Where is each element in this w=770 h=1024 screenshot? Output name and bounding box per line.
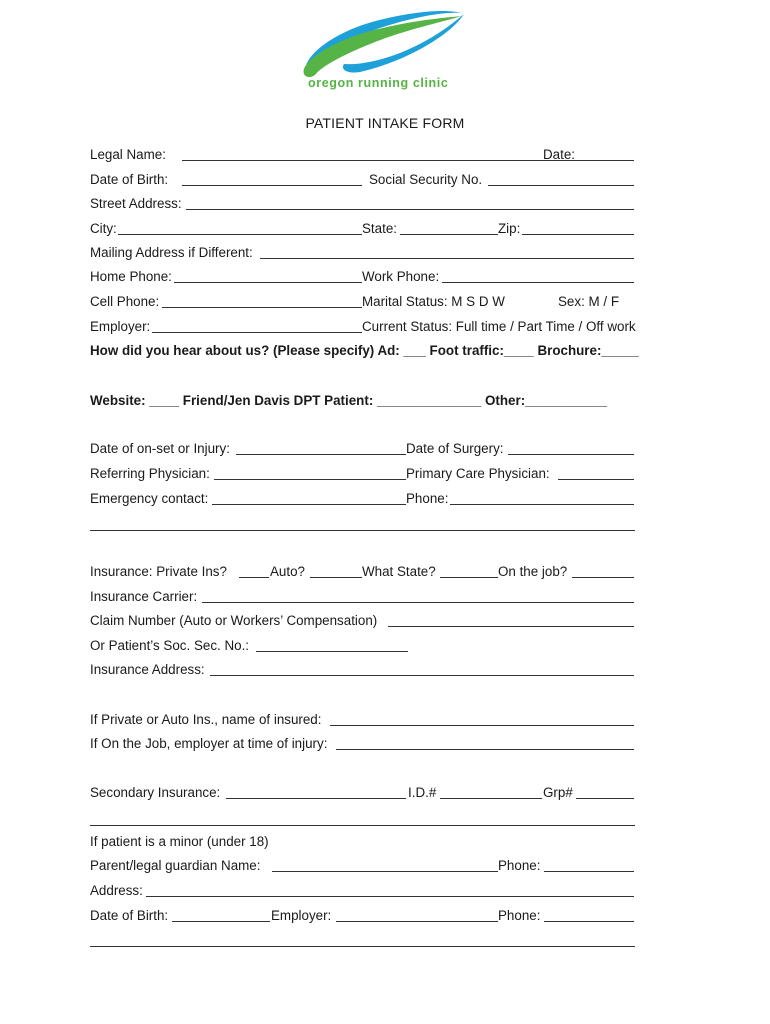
row-carrier <box>90 588 650 608</box>
row-hear-about <box>90 342 690 362</box>
guardian-phone-field[interactable] <box>544 871 634 872</box>
row-legal-name <box>90 146 650 166</box>
guardian-phone-label: Phone: <box>498 858 541 873</box>
minor-employer-label: Employer: <box>271 908 332 923</box>
row-minor-heading <box>90 833 650 853</box>
referring-field[interactable] <box>214 479 406 480</box>
minor-employer-field[interactable] <box>336 921 498 922</box>
row-city <box>90 220 650 240</box>
surgery-label: Date of Surgery: <box>406 441 504 456</box>
logo-text: oregon running clinic <box>308 76 449 90</box>
employer-injury-label: If On the Job, employer at time of injury: <box>90 736 328 751</box>
row-onset <box>90 440 650 460</box>
date-field[interactable] <box>578 160 634 161</box>
what-state-label: What State? <box>362 564 436 579</box>
form-title: PATIENT INTAKE FORM <box>305 115 465 131</box>
on-job-label: On the job? <box>498 564 568 579</box>
id-field[interactable] <box>440 798 542 799</box>
primary-label: Primary Care Physician: <box>406 466 550 481</box>
dob-field[interactable] <box>182 185 362 186</box>
auto-label: Auto? <box>270 564 305 579</box>
private-ins-label: Insurance: Private Ins? <box>90 564 227 579</box>
patient-ssn-label: Or Patient’s Soc. Sec. No.: <box>90 638 250 653</box>
street-label: Street Address: <box>90 196 182 211</box>
home-phone-label: Home Phone: <box>90 269 172 284</box>
street-field[interactable] <box>186 209 634 210</box>
insured-name-field[interactable] <box>330 725 634 726</box>
patient-ssn-field[interactable] <box>256 651 408 652</box>
row-cell <box>90 293 650 313</box>
carrier-label: Insurance Carrier: <box>90 589 198 604</box>
secondary-field[interactable] <box>226 798 406 799</box>
row-insurance-type <box>90 563 650 583</box>
secondary-label: Secondary Insurance: <box>90 785 221 800</box>
minor-address-field[interactable] <box>146 896 634 897</box>
marital-status[interactable]: Marital Status: M S D W <box>362 294 505 309</box>
legal-name-field[interactable] <box>182 160 588 161</box>
what-state-field[interactable] <box>440 577 498 578</box>
state-field[interactable] <box>400 234 498 235</box>
surgery-field[interactable] <box>508 454 634 455</box>
employer-field[interactable] <box>152 332 362 333</box>
logo-swoosh-icon <box>300 6 470 86</box>
zip-field[interactable] <box>522 234 634 235</box>
work-phone-label: Work Phone: <box>362 269 440 284</box>
claim-label: Claim Number (Auto or Workers’ Compensation) <box>90 613 378 628</box>
ssn-field[interactable] <box>488 185 634 186</box>
referring-label: Referring Physician: <box>90 466 210 481</box>
mailing-label: Mailing Address if Different: <box>90 245 253 260</box>
claim-field[interactable] <box>388 626 634 627</box>
cell-phone-field[interactable] <box>162 307 362 308</box>
row-minor-dob <box>90 907 650 927</box>
city-field[interactable] <box>118 234 362 235</box>
row-dob <box>90 171 650 191</box>
state-label: State: <box>362 221 397 236</box>
onset-field[interactable] <box>236 454 406 455</box>
row-street <box>90 195 650 215</box>
guardian-field[interactable] <box>272 871 498 872</box>
row-phones <box>90 268 650 288</box>
blank-line[interactable] <box>90 530 635 531</box>
row-website <box>90 392 690 412</box>
grp-field[interactable] <box>576 798 634 799</box>
carrier-field[interactable] <box>202 602 634 603</box>
row-emergency <box>90 490 650 510</box>
home-phone-field[interactable] <box>174 282 362 283</box>
ssn-label: Social Security No. <box>369 172 483 187</box>
ins-address-label: Insurance Address: <box>90 662 205 677</box>
emergency-field[interactable] <box>212 504 406 505</box>
row-insured-name <box>90 711 650 731</box>
city-label: City: <box>90 221 117 236</box>
grp-label: Grp# <box>543 785 573 800</box>
insured-name-label: If Private or Auto Ins., name of insured: <box>90 712 322 727</box>
emergency-phone-field[interactable] <box>450 504 634 505</box>
blank-line[interactable] <box>90 825 635 826</box>
on-job-field[interactable] <box>572 577 634 578</box>
row-claim <box>90 612 650 632</box>
minor-phone-label: Phone: <box>498 908 541 923</box>
employer-label: Employer: <box>90 319 151 334</box>
row-physicians <box>90 465 650 485</box>
clinic-logo <box>300 6 470 98</box>
guardian-label: Parent/legal guardian Name: <box>90 858 261 873</box>
minor-dob-label: Date of Birth: <box>90 908 169 923</box>
row-secondary <box>90 784 650 804</box>
primary-field[interactable] <box>558 479 634 480</box>
row-guardian <box>90 857 650 877</box>
mailing-field[interactable] <box>260 258 634 259</box>
private-ins-field[interactable] <box>239 577 269 578</box>
id-label: I.D.# <box>408 785 437 800</box>
onset-label: Date of on-set or Injury: <box>90 441 230 456</box>
row-patient-ssn <box>90 637 650 657</box>
date-label: Date: <box>543 147 576 162</box>
zip-label: Zip: <box>498 221 521 236</box>
row-mailing <box>90 244 650 264</box>
auto-field[interactable] <box>310 577 362 578</box>
row-employer <box>90 318 650 338</box>
row-employer-injury <box>90 735 650 755</box>
blank-line[interactable] <box>90 946 635 947</box>
hear-about-us[interactable]: How did you hear about us? (Please specify) Ad: ___ Foot traffic:____ Brochure:_____ <box>90 343 639 358</box>
ins-address-field[interactable] <box>210 675 634 676</box>
work-phone-field[interactable] <box>442 282 634 283</box>
cell-phone-label: Cell Phone: <box>90 294 160 309</box>
row-minor-address <box>90 882 650 902</box>
row-ins-address <box>90 661 650 681</box>
employer-injury-field[interactable] <box>336 749 634 750</box>
legal-name-label: Legal Name: <box>90 147 166 162</box>
minor-heading: If patient is a minor (under 18) <box>90 834 269 849</box>
emergency-label: Emergency contact: <box>90 491 209 506</box>
minor-address-label: Address: <box>90 883 143 898</box>
minor-dob-field[interactable] <box>172 921 270 922</box>
website-referral[interactable]: Website: ____ Friend/Jen Davis DPT Patient: ______________ Other:___________ <box>90 393 608 408</box>
dob-label: Date of Birth: <box>90 172 169 187</box>
sex-select[interactable]: Sex: M / F <box>558 294 620 309</box>
emergency-phone-label: Phone: <box>406 491 449 506</box>
current-status[interactable]: Current Status: Full time / Part Time / Off work <box>362 319 636 334</box>
minor-phone-field[interactable] <box>544 921 634 922</box>
